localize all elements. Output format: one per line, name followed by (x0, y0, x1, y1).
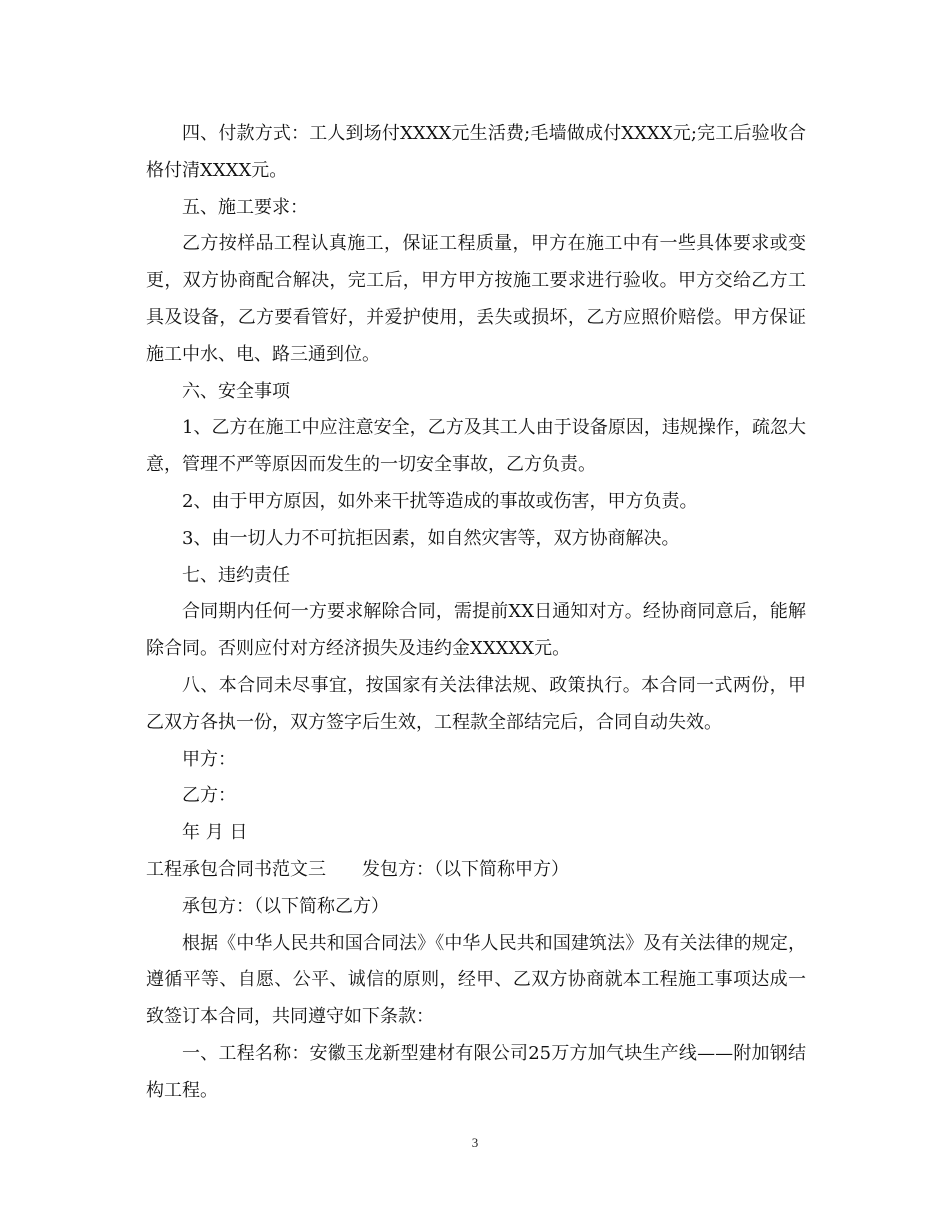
contractor-line: 承包方：（以下简称乙方） (182, 895, 389, 917)
safety-heading: 六、安全事项 (182, 380, 290, 402)
supplementary-clause: 八、本合同未尽事宜，按国家有关法律法规、政策执行。本合同一式两份，甲乙双方各执一份，双方签字后生效，工程款全部结完后，合同自动失效。 (146, 674, 806, 733)
page-number: 3 (471, 1135, 479, 1150)
construction-requirements-paragraph: 乙方按样品工程认真施工，保证工程质量，甲方在施工中有一些具体要求或变更，双方协商配合解决，完工后，甲方甲方按施工要求进行验收。甲方交给乙方工具及设备，乙方要看管好，并爱护使用，丢失或损坏，乙方应照价赔偿。甲方保证施工中水、电、路三通到位。 (146, 233, 806, 365)
party-b-signature-label: 乙方： (182, 785, 236, 807)
construction-requirements-heading: 五、施工要求： (182, 196, 308, 218)
liability-heading: 七、违约责任 (182, 564, 290, 586)
document-body (146, 116, 806, 1110)
payment-terms-paragraph: 四、付款方式：工人到场付XXXX元生活费;毛墙做成付XXXX元;完工后验收合格付清XXXX元。 (146, 123, 806, 181)
safety-item-1: 1、乙方在施工中应注意安全，乙方及其工人由于设备原因，违规操作，疏忽大意，管理不严等原因而发生的一切安全事故，乙方负责。 (146, 417, 806, 476)
signature-date-label: 年 月 日 (182, 822, 248, 844)
legal-basis-paragraph: 根据《中华人民共和国合同法》《中华人民共和国建筑法》及有关法律的规定，遵循平等、自愿、公平、诚信的原则，经甲、乙双方协商就本工程施工事项达成一致签订本合同，共同遵守如下条款： (146, 932, 806, 1028)
sample-three-title-line: 工程承包合同书范文三 发包方：（以下简称甲方） (146, 858, 569, 880)
party-a-signature-label: 甲方： (182, 748, 236, 770)
liability-paragraph: 合同期内任何一方要求解除合同，需提前XX日通知对方。经协商同意后，能解除合同。否则应付对方经济损失及违约金XXXXX元。 (146, 601, 806, 660)
safety-item-3: 3、由一切人力不可抗拒因素，如自然灾害等，双方协商解决。 (182, 527, 680, 549)
project-name-paragraph: 一、工程名称：安徽玉龙新型建材有限公司25万方加气块生产线——附加钢结构工程。 (146, 1042, 806, 1101)
safety-item-2: 2、由于甲方原因，如外来干扰等造成的事故或伤害，甲方负责。 (182, 490, 698, 512)
